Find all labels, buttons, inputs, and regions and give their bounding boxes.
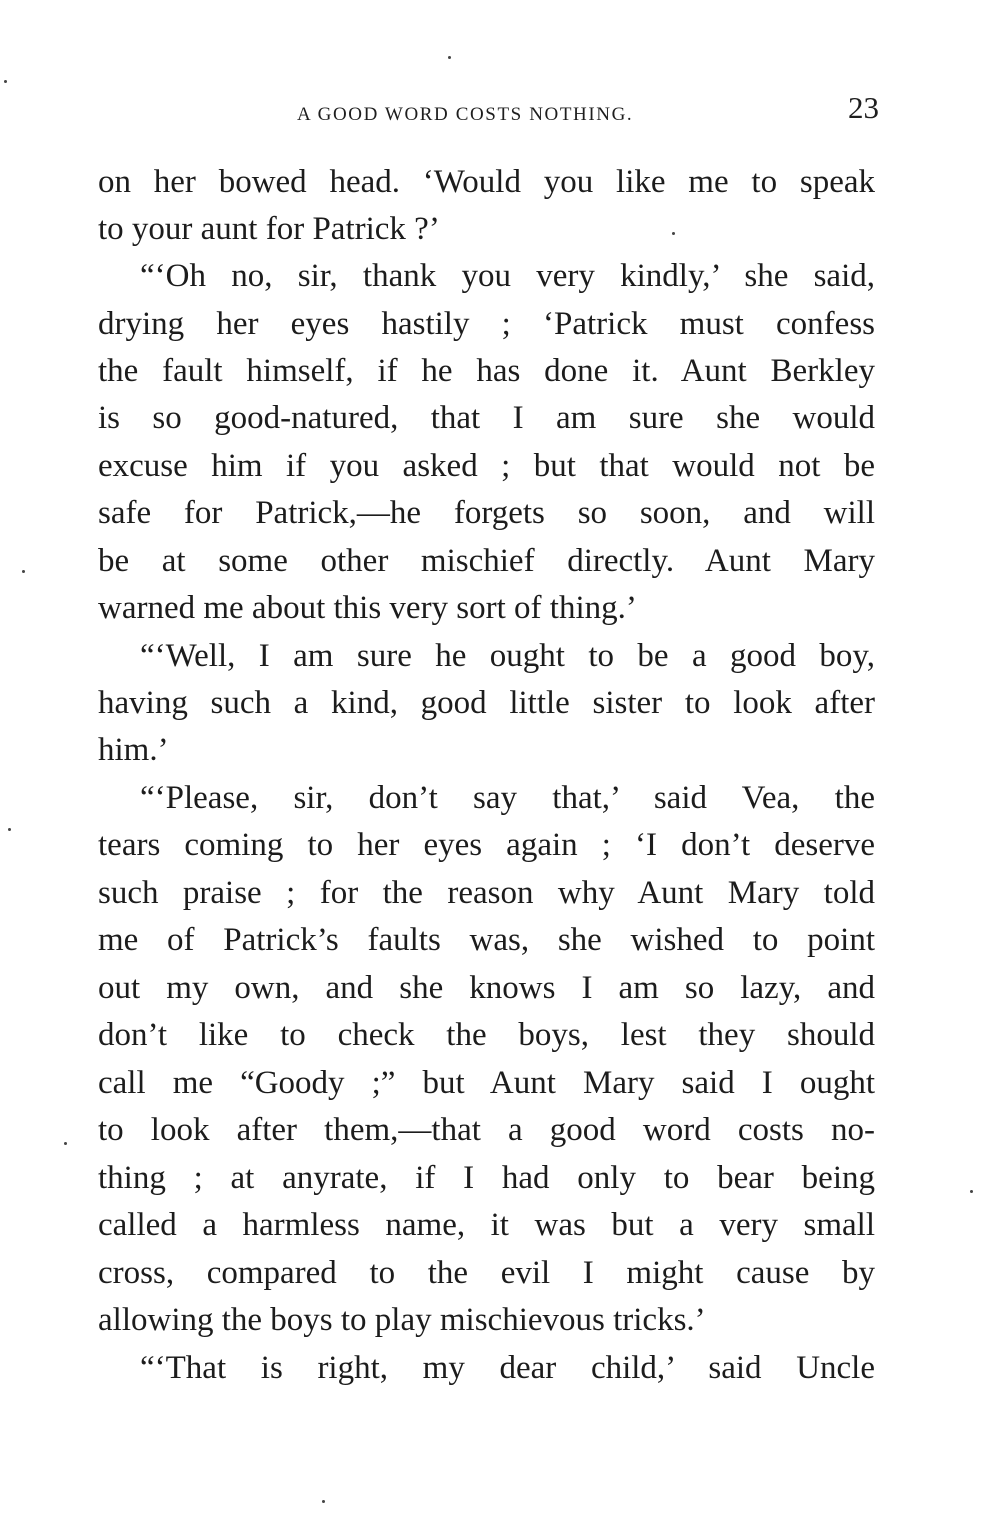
text-line: allowing the boys to play mischievous tricks.’ bbox=[98, 1302, 706, 1338]
text-line: drying her eyes hastily ; ‘Patrick must confess bbox=[98, 306, 875, 342]
scan-speck bbox=[448, 56, 451, 59]
text-line: don’t like to check the boys, lest they should bbox=[98, 1017, 875, 1053]
text-line: me of Patrick’s faults was, she wished to point bbox=[98, 922, 875, 958]
text-line: be at some other mischief directly. Aunt Mary bbox=[98, 543, 875, 579]
text-line: out my own, and she knows I am so lazy, and bbox=[98, 970, 875, 1006]
text-line: “‘Oh no, sir, thank you very kindly,’ she said, bbox=[140, 258, 875, 294]
text-line: on her bowed head. ‘Would you like me to speak bbox=[98, 164, 875, 200]
text-line: cross, compared to the evil I might cause by bbox=[98, 1255, 875, 1291]
text-line: to look after them,—that a good word costs no- bbox=[98, 1112, 875, 1148]
text-line: the fault himself, if he has done it. Aunt Berkley bbox=[98, 353, 875, 389]
text-line: “‘That is right, my dear child,’ said Uncle bbox=[140, 1350, 875, 1386]
text-line: thing ; at anyrate, if I had only to bear being bbox=[98, 1160, 875, 1196]
scan-speck bbox=[4, 80, 7, 83]
text-line: called a harmless name, it was but a very small bbox=[98, 1207, 875, 1243]
scan-speck bbox=[8, 828, 11, 831]
text-line: call me “Goody ;” but Aunt Mary said I ought bbox=[98, 1065, 875, 1101]
scan-speck bbox=[672, 232, 675, 235]
text-line: warned me about this very sort of thing.’ bbox=[98, 590, 637, 626]
text-line: safe for Patrick,—he forgets so soon, and will bbox=[98, 495, 875, 531]
page-number: 23 bbox=[848, 90, 879, 125]
text-line: tears coming to her eyes again ; ‘I don’t deserve bbox=[98, 827, 875, 863]
text-line: excuse him if you asked ; but that would not be bbox=[98, 448, 875, 484]
scan-speck bbox=[970, 1190, 973, 1193]
scan-speck bbox=[22, 570, 25, 573]
text-line: “‘Well, I am sure he ought to be a good boy, bbox=[140, 638, 875, 674]
scan-speck bbox=[64, 1142, 67, 1145]
text-line: “‘Please, sir, don’t say that,’ said Vea, the bbox=[140, 780, 875, 816]
text-line: to your aunt for Patrick ?’ bbox=[98, 211, 440, 247]
running-head: A GOOD WORD COSTS NOTHING. bbox=[297, 104, 634, 125]
text-line: him.’ bbox=[98, 732, 169, 768]
text-line: having such a kind, good little sister to look after bbox=[98, 685, 875, 721]
text-line: such praise ; for the reason why Aunt Mary told bbox=[98, 875, 875, 911]
text-line: is so good-natured, that I am sure she would bbox=[98, 400, 875, 436]
scan-speck bbox=[322, 1500, 325, 1503]
